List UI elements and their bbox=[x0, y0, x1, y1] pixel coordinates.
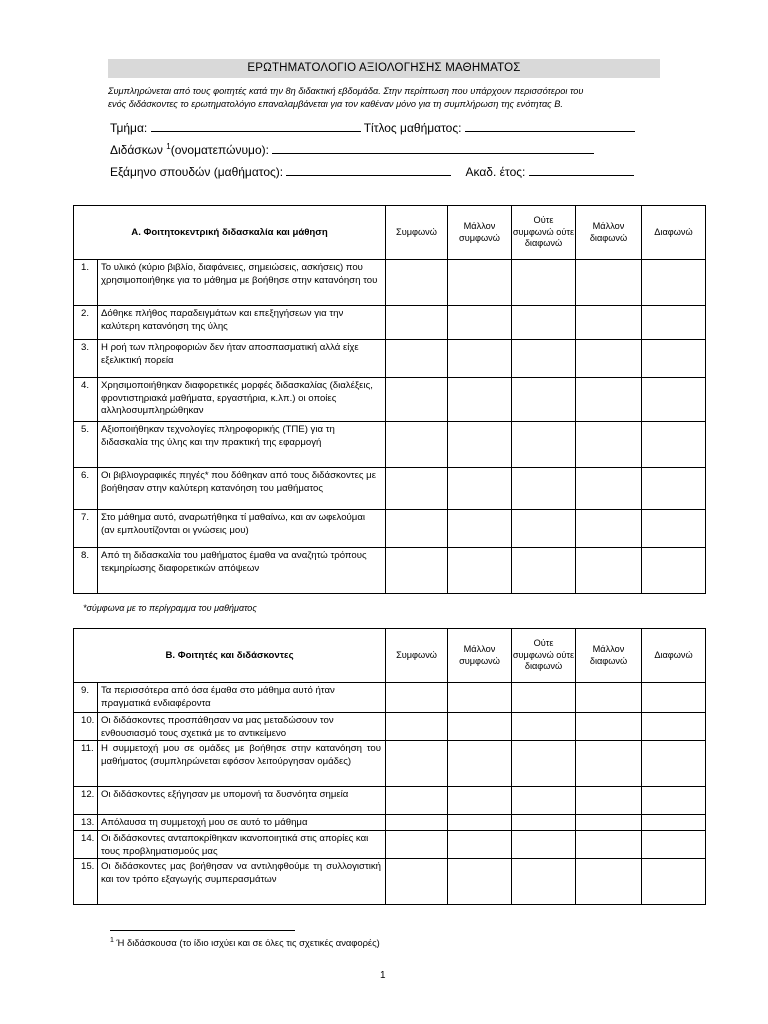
footnote-separator bbox=[110, 930, 295, 931]
answer-cell-agree[interactable] bbox=[386, 340, 448, 378]
field-row-2 bbox=[110, 142, 594, 157]
answer-cell-rather-agree[interactable] bbox=[448, 306, 512, 340]
question-row bbox=[74, 378, 706, 422]
scale-disagree: Διαφωνώ bbox=[642, 629, 706, 683]
answer-cell-rather-agree[interactable] bbox=[448, 548, 512, 594]
question-text: Δόθηκε πλήθος παραδειγμάτων και επεξηγήσεων για την καλύτερη κατανόηση της ύλης bbox=[98, 306, 386, 340]
scale-rather-disagree: Μάλλον διαφωνώ bbox=[576, 629, 642, 683]
answer-cell-neutral[interactable] bbox=[512, 815, 576, 831]
question-text: Οι διδάσκοντες μας βοήθησαν να αντιληφθούμε τη συλλογιστική και τον τρόπο εξαγωγής συμπερασμάτων bbox=[98, 859, 386, 905]
question-text: Οι διδάσκοντες εξήγησαν με υπομονή τα δυσνόητα σημεία bbox=[98, 787, 386, 815]
answer-cell-rather-agree[interactable] bbox=[448, 741, 512, 787]
answer-cell-rather-agree[interactable] bbox=[448, 815, 512, 831]
answer-cell-neutral[interactable] bbox=[512, 787, 576, 815]
question-row bbox=[74, 510, 706, 548]
answer-cell-neutral[interactable] bbox=[512, 260, 576, 306]
question-text: Οι βιβλιογραφικές πηγές* που δόθηκαν από τους διδάσκοντες με βοήθησαν στην καλύτερη κατανόηση του μαθήματος bbox=[98, 468, 386, 510]
form-title: ΕΡΩΤΗΜΑΤΟΛΟΓΙΟ ΑΞΙΟΛΟΓΗΣΗΣ ΜΑΘΗΜΑΤΟΣ bbox=[108, 59, 660, 78]
question-row bbox=[74, 260, 706, 306]
question-row bbox=[74, 859, 706, 905]
question-row bbox=[74, 741, 706, 787]
answer-cell-neutral[interactable] bbox=[512, 859, 576, 905]
answer-cell-neutral[interactable] bbox=[512, 468, 576, 510]
answer-cell-rather-disagree[interactable] bbox=[576, 683, 642, 713]
question-number: 7. bbox=[74, 510, 98, 548]
question-row bbox=[74, 713, 706, 741]
answer-cell-neutral[interactable] bbox=[512, 548, 576, 594]
answer-cell-disagree[interactable] bbox=[642, 468, 706, 510]
answer-cell-neutral[interactable] bbox=[512, 378, 576, 422]
scale-rather-agree: Μάλλον συμφωνώ bbox=[448, 206, 512, 260]
answer-cell-agree[interactable] bbox=[386, 831, 448, 859]
question-text: Τα περισσότερα από όσα έμαθα στο μάθημα αυτό ήταν πραγματικά ενδιαφέροντα bbox=[98, 683, 386, 713]
question-number: 9. bbox=[74, 683, 98, 713]
answer-cell-neutral[interactable] bbox=[512, 831, 576, 859]
section-a-header-row bbox=[74, 206, 706, 260]
answer-cell-rather-disagree[interactable] bbox=[576, 510, 642, 548]
semester-field[interactable] bbox=[286, 164, 451, 176]
section-b-header-row bbox=[74, 629, 706, 683]
question-number: 14. bbox=[74, 831, 98, 859]
question-row bbox=[74, 340, 706, 378]
academic-year-field[interactable] bbox=[529, 164, 634, 176]
answer-cell-rather-disagree[interactable] bbox=[576, 422, 642, 468]
question-row bbox=[74, 683, 706, 713]
answer-cell-rather-disagree[interactable] bbox=[576, 548, 642, 594]
section-a-title: Α. Φοιτητοκεντρική διδασκαλία και μάθηση bbox=[74, 206, 386, 260]
answer-cell-rather-agree[interactable] bbox=[448, 787, 512, 815]
answer-cell-agree[interactable] bbox=[386, 378, 448, 422]
question-row bbox=[74, 787, 706, 815]
question-number: 6. bbox=[74, 468, 98, 510]
answer-cell-rather-agree[interactable] bbox=[448, 340, 512, 378]
answer-cell-disagree[interactable] bbox=[642, 548, 706, 594]
answer-cell-agree[interactable] bbox=[386, 815, 448, 831]
answer-cell-agree[interactable] bbox=[386, 306, 448, 340]
instructor-footnote: $^1$ Ή διδάσκουσα (το ίδιο ισχύει και σε όλες τις σχετικές αναφορές) bbox=[110, 937, 380, 949]
answer-cell-agree[interactable] bbox=[386, 713, 448, 741]
question-number: 15. bbox=[74, 859, 98, 905]
answer-cell-rather-disagree[interactable] bbox=[576, 831, 642, 859]
answer-cell-disagree[interactable] bbox=[642, 741, 706, 787]
answer-cell-agree[interactable] bbox=[386, 741, 448, 787]
answer-cell-disagree[interactable] bbox=[642, 378, 706, 422]
instructions-line-1: Συμπληρώνεται από τους φοιτητές κατά την 8η διδακτική εβδομάδα. Στην περίπτωση που υπάρχουν περισσότεροι του bbox=[108, 86, 584, 96]
question-number: 4. bbox=[74, 378, 98, 422]
answer-cell-rather-agree[interactable] bbox=[448, 831, 512, 859]
answer-cell-agree[interactable] bbox=[386, 510, 448, 548]
course-title-field[interactable] bbox=[465, 120, 635, 132]
answer-cell-agree[interactable] bbox=[386, 859, 448, 905]
scale-agree: Συμφωνώ bbox=[386, 629, 448, 683]
answer-cell-rather-agree[interactable] bbox=[448, 378, 512, 422]
answer-cell-agree[interactable] bbox=[386, 683, 448, 713]
question-text: Απόλαυσα τη συμμετοχή μου σε αυτό το μάθημα bbox=[98, 815, 386, 831]
answer-cell-agree[interactable] bbox=[386, 548, 448, 594]
answer-cell-neutral[interactable] bbox=[512, 340, 576, 378]
answer-cell-neutral[interactable] bbox=[512, 422, 576, 468]
question-number: 5. bbox=[74, 422, 98, 468]
answer-cell-agree[interactable] bbox=[386, 260, 448, 306]
question-row bbox=[74, 831, 706, 859]
bibliography-footnote: *σύμφωνα με το περίγραμμα του μαθήματος bbox=[83, 603, 257, 613]
semester-label: Εξάμηνο σπουδών (μαθήματος): bbox=[110, 165, 284, 179]
instructor-label: Διδάσκων $^1$(ονοματεπώνυμο): bbox=[110, 142, 269, 157]
answer-cell-rather-agree[interactable] bbox=[448, 683, 512, 713]
answer-cell-disagree[interactable] bbox=[642, 831, 706, 859]
scale-agree: Συμφωνώ bbox=[386, 206, 448, 260]
answer-cell-neutral[interactable] bbox=[512, 306, 576, 340]
question-number: 13. bbox=[74, 815, 98, 831]
question-text: Στο μάθημα αυτό, αναρωτήθηκα τί μαθαίνω, και αν ωφελούμαι (αν εμπλουτίζονται οι γνώσεις μου) bbox=[98, 510, 386, 548]
question-row bbox=[74, 548, 706, 594]
answer-cell-rather-agree[interactable] bbox=[448, 859, 512, 905]
answer-cell-rather-agree[interactable] bbox=[448, 422, 512, 468]
question-text: Από τη διδασκαλία του μαθήματος έμαθα να αναζητώ τρόπους τεκμηρίωσης διαφορετικών απόψεων bbox=[98, 548, 386, 594]
page-number: 1 bbox=[380, 970, 386, 981]
question-number: 11. bbox=[74, 741, 98, 787]
question-text: Οι διδάσκοντες προσπάθησαν να μας μεταδώσουν τον ενθουσιασμό τους σχετικά με το αντικείμενο bbox=[98, 713, 386, 741]
scale-rather-disagree: Μάλλον διαφωνώ bbox=[576, 206, 642, 260]
answer-cell-disagree[interactable] bbox=[642, 683, 706, 713]
question-row bbox=[74, 815, 706, 831]
answer-cell-rather-disagree[interactable] bbox=[576, 260, 642, 306]
answer-cell-rather-disagree[interactable] bbox=[576, 468, 642, 510]
answer-cell-rather-disagree[interactable] bbox=[576, 741, 642, 787]
answer-cell-agree[interactable] bbox=[386, 422, 448, 468]
question-row bbox=[74, 422, 706, 468]
question-number: 1. bbox=[74, 260, 98, 306]
answer-cell-disagree[interactable] bbox=[642, 306, 706, 340]
answer-cell-disagree[interactable] bbox=[642, 340, 706, 378]
section-b-title: Β. Φοιτητές και διδάσκοντες bbox=[74, 629, 386, 683]
answer-cell-disagree[interactable] bbox=[642, 815, 706, 831]
question-row bbox=[74, 306, 706, 340]
answer-cell-neutral[interactable] bbox=[512, 683, 576, 713]
question-number: 12. bbox=[74, 787, 98, 815]
course-title-label: Τίτλος μαθήματος: bbox=[363, 121, 462, 135]
question-text: Η ροή των πληροφοριών δεν ήταν αποσπασματική αλλά είχε εξελικτική πορεία bbox=[98, 340, 386, 378]
department-field[interactable] bbox=[151, 120, 361, 132]
answer-cell-disagree[interactable] bbox=[642, 713, 706, 741]
section-b-table bbox=[73, 628, 706, 905]
scale-neutral: Ούτε συμφωνώ ούτε διαφωνώ bbox=[512, 629, 576, 683]
scale-neutral: Ούτε συμφωνώ ούτε διαφωνώ bbox=[512, 206, 576, 260]
section-a-table bbox=[73, 205, 706, 594]
question-text: Οι διδάσκοντες ανταποκρίθηκαν ικανοποιητικά στις απορίες και τους προβληματισμούς μας bbox=[98, 831, 386, 859]
field-row-3 bbox=[110, 164, 634, 179]
question-number: 2. bbox=[74, 306, 98, 340]
question-text: Το υλικό (κύριο βιβλίο, διαφάνειες, σημειώσεις, ασκήσεις) που χρησιμοποιήθηκε για το μάθημα με βοήθησε στην κατανόηση του bbox=[98, 260, 386, 306]
question-number: 10. bbox=[74, 713, 98, 741]
answer-cell-rather-disagree[interactable] bbox=[576, 787, 642, 815]
answer-cell-rather-disagree[interactable] bbox=[576, 859, 642, 905]
instructions-line-2: ενός διδάσκοντες το ερωτηματολόγιο επαναλαμβάνεται για τον καθέναν μόνο για τη συμπλήρωση της ενότητας Β. bbox=[108, 98, 563, 109]
answer-cell-rather-agree[interactable] bbox=[448, 260, 512, 306]
answer-cell-rather-agree[interactable] bbox=[448, 510, 512, 548]
academic-year-label: Ακαδ. έτος: bbox=[465, 165, 526, 179]
answer-cell-neutral[interactable] bbox=[512, 741, 576, 787]
answer-cell-agree[interactable] bbox=[386, 787, 448, 815]
answer-cell-disagree[interactable] bbox=[642, 787, 706, 815]
question-text: Η συμμετοχή μου σε ομάδες με βοήθησε στην κατανόηση του μαθήματος (συμπληρώνεται εφόσον λειτούργησαν ομάδες) bbox=[98, 741, 386, 787]
department-label: Τμήμα: bbox=[110, 121, 148, 135]
answer-cell-rather-disagree[interactable] bbox=[576, 713, 642, 741]
answer-cell-disagree[interactable] bbox=[642, 510, 706, 548]
instructions bbox=[108, 85, 688, 110]
scale-disagree: Διαφωνώ bbox=[642, 206, 706, 260]
answer-cell-rather-disagree[interactable] bbox=[576, 815, 642, 831]
answer-cell-neutral[interactable] bbox=[512, 713, 576, 741]
answer-cell-rather-agree[interactable] bbox=[448, 468, 512, 510]
question-text: Χρησιμοποιήθηκαν διαφορετικές μορφές διδασκαλίας (διαλέξεις, φροντιστηριακά μαθήματα, εργαστήρια, κ.λπ.) οι οποίες αλληλοσυμπληρώθηκαν bbox=[98, 378, 386, 422]
scale-rather-agree: Μάλλον συμφωνώ bbox=[448, 629, 512, 683]
question-row bbox=[74, 468, 706, 510]
answer-cell-rather-disagree[interactable] bbox=[576, 306, 642, 340]
answer-cell-disagree[interactable] bbox=[642, 859, 706, 905]
answer-cell-rather-disagree[interactable] bbox=[576, 378, 642, 422]
answer-cell-rather-disagree[interactable] bbox=[576, 340, 642, 378]
field-row-1 bbox=[110, 120, 635, 135]
answer-cell-disagree[interactable] bbox=[642, 260, 706, 306]
answer-cell-agree[interactable] bbox=[386, 468, 448, 510]
instructor-field[interactable] bbox=[272, 142, 594, 154]
question-text: Αξιοποιήθηκαν τεχνολογίες πληροφορικής (ΤΠΕ) για τη διδασκαλία της ύλης και την πρακτική της εφαρμογή bbox=[98, 422, 386, 468]
answer-cell-disagree[interactable] bbox=[642, 422, 706, 468]
question-number: 8. bbox=[74, 548, 98, 594]
answer-cell-rather-agree[interactable] bbox=[448, 713, 512, 741]
answer-cell-neutral[interactable] bbox=[512, 510, 576, 548]
question-number: 3. bbox=[74, 340, 98, 378]
